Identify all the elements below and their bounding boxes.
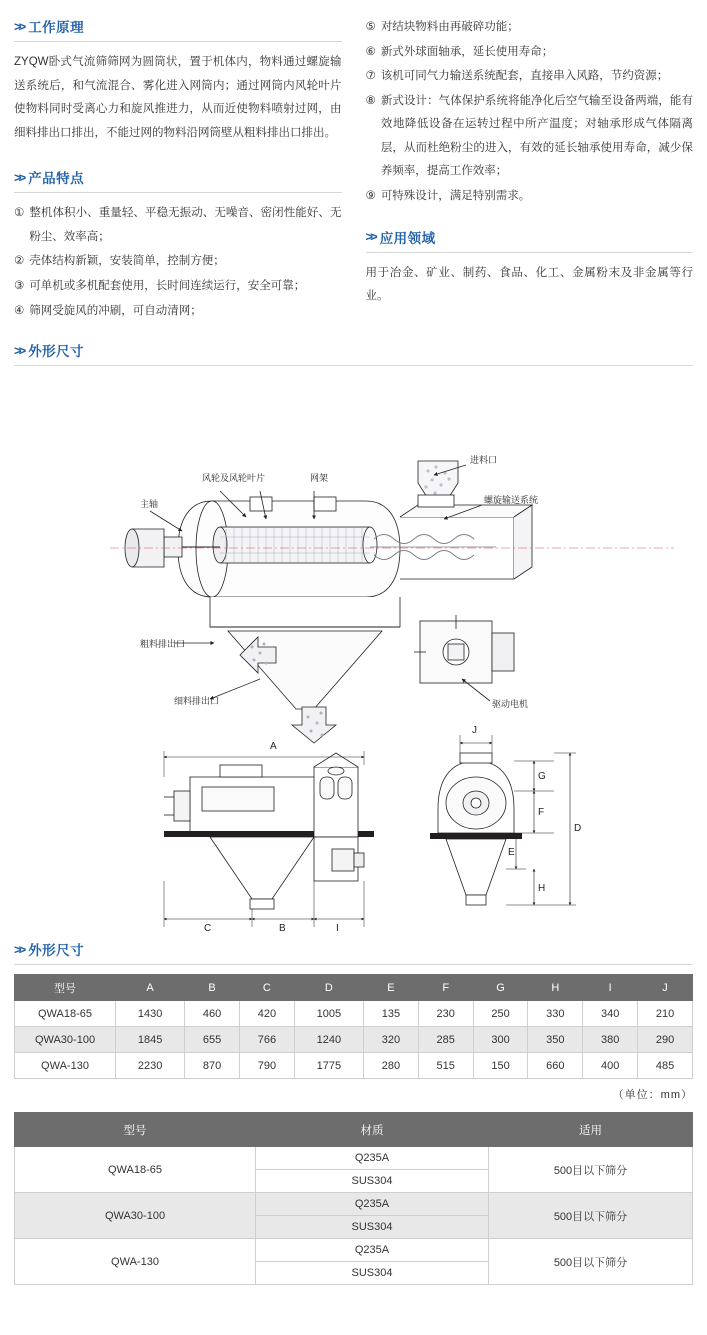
chevron-double-right-icon: >> [365, 229, 375, 244]
col-header-h: H [528, 975, 583, 1001]
machine-diagram [14, 379, 693, 939]
col-header-model: 型号 [15, 975, 116, 1001]
list-item [14, 250, 342, 274]
section-header-dimensions-diagram [14, 340, 693, 366]
cell-j: 485 [638, 1053, 693, 1079]
col-header-c: C [240, 975, 295, 1001]
principle-paragraph: ZYQW卧式气流筛筛网为圆筒状，置于机体内，物料通过螺旋输送系统后，和气流混合、雾化进入网筒内；通过网筒内风轮叶片使物料同时受离心力和旋风推进力，从而近使物料喷射过网，由细料排出口排出，不能过网的物料沿网筒壁从粗料排出口排出。 [14, 56, 342, 139]
list-item [366, 41, 694, 65]
list-marker: ④ [14, 304, 25, 317]
list-item [366, 185, 694, 209]
dim-label-A: A [270, 741, 277, 753]
table-row [15, 1027, 693, 1053]
cell-material: SUS304 [256, 1216, 489, 1239]
unit-note: （单位：mm） [612, 1089, 693, 1102]
machine-diagram-wrapper [0, 375, 707, 939]
section-header-application [366, 227, 694, 253]
col-header-j: J [638, 975, 693, 1001]
cell-material: SUS304 [256, 1170, 489, 1193]
cell-material: Q235A [256, 1193, 489, 1216]
list-item [14, 300, 342, 324]
cell-use: 500目以下筛分 [489, 1239, 693, 1285]
section-title-dimensions-diagram: 外形尺寸 [28, 344, 85, 360]
table-row [15, 1001, 693, 1027]
cell-c: 420 [240, 1001, 295, 1027]
list-marker: ⑤ [365, 21, 376, 33]
section-header-principle [14, 16, 342, 42]
table-header-row [15, 975, 693, 1001]
table-row [15, 1193, 693, 1216]
cell-material: Q235A [256, 1147, 489, 1170]
callout-label: 网架 [310, 473, 329, 484]
col-header-f: F [418, 975, 473, 1001]
cell-g: 250 [473, 1001, 528, 1027]
cell-model: QWA18-65 [15, 1147, 256, 1193]
list-text: 对结块物料由再破碎功能； [380, 21, 519, 33]
dim-label-I: I [336, 923, 339, 935]
cell-h: 660 [528, 1053, 583, 1079]
dim-label-B: B [279, 923, 286, 935]
dimensions-table-section [0, 939, 707, 1285]
section-title-principle: 工作原理 [28, 20, 85, 35]
cell-d: 1005 [294, 1001, 363, 1027]
cell-model: QWA30-100 [15, 1193, 256, 1239]
cell-c: 790 [240, 1053, 295, 1079]
list-marker: ⑧ [365, 94, 376, 107]
feature-list-right [366, 16, 694, 209]
callout-label: 螺旋输送系统 [484, 495, 539, 506]
cell-b: 870 [185, 1053, 240, 1079]
callout-label: 风轮及风轮叶片 [202, 473, 266, 484]
cell-b: 655 [185, 1027, 240, 1053]
section-header-dimensions-table [14, 939, 693, 965]
cell-use: 500目以下筛分 [489, 1147, 693, 1193]
bottom-spacer [0, 1285, 707, 1299]
section-title-application: 应用领域 [379, 230, 436, 246]
callout-label: 细料排出口 [174, 696, 220, 707]
list-item [14, 202, 342, 249]
callout-label: 粗料排出口 [140, 639, 186, 650]
dim-label-J: J [472, 725, 477, 737]
cell-h: 350 [528, 1027, 583, 1053]
col-header-e: E [364, 975, 419, 1001]
right-column [366, 16, 694, 324]
list-marker: ⑦ [365, 70, 376, 83]
dim-label-G: G [538, 771, 546, 783]
material-table [14, 1112, 693, 1285]
col-header-b: B [185, 975, 240, 1001]
cell-model: QWA-130 [15, 1053, 116, 1079]
col-header-a: A [116, 975, 185, 1001]
dim-label-F: F [538, 807, 545, 819]
cell-i: 380 [583, 1027, 638, 1053]
dim-label-C: C [204, 923, 212, 935]
cell-e: 280 [364, 1053, 419, 1079]
col-header-material: 材质 [256, 1113, 489, 1147]
list-marker: ③ [14, 279, 25, 292]
cell-a: 1845 [116, 1027, 185, 1053]
section-title-features: 产品特点 [28, 171, 85, 187]
col-header-g: G [473, 975, 528, 1001]
list-item [14, 275, 342, 299]
list-text: 该机可同气力输送系统配套，直接串入风路，节约资源； [380, 70, 669, 83]
cell-d: 1240 [294, 1027, 363, 1053]
col-header-d: D [294, 975, 363, 1001]
cell-f: 230 [418, 1001, 473, 1027]
cell-f: 285 [418, 1027, 473, 1053]
chevron-double-right-icon: >> [14, 18, 24, 34]
list-marker: ⑥ [365, 45, 376, 58]
list-marker: ① [14, 207, 25, 220]
cell-e: 135 [364, 1001, 419, 1027]
application-paragraph: 用于冶金、矿业、制药、食品、化工、金属粉末及非金属等行业。 [365, 266, 693, 303]
cell-material: SUS304 [256, 1262, 489, 1285]
table-header-row [15, 1113, 693, 1147]
cell-f: 515 [418, 1053, 473, 1079]
list-text: 可特殊设计，满足特别需求。 [380, 189, 531, 202]
dim-label-E: E [508, 847, 515, 859]
chevron-double-right-icon: >> [14, 342, 24, 358]
cell-g: 150 [473, 1053, 528, 1079]
chevron-double-right-icon: >> [14, 941, 24, 957]
cell-e: 320 [364, 1027, 419, 1053]
top-columns [0, 0, 707, 324]
table-row [15, 1053, 693, 1079]
table-row [15, 1147, 693, 1170]
cell-g: 300 [473, 1027, 528, 1053]
machine-drawing-svg [14, 379, 693, 939]
cell-i: 400 [583, 1053, 638, 1079]
list-text: 新式设计：气体保护系统将能净化后空气输至设备两端，能有效地降低设备在运转过程中所产温度；对轴承形成气体隔离层，从而杜绝粉尘的进入，有效的延长轴承使用寿命，减少保养频率，提高工作效率； [380, 94, 693, 178]
chevron-double-right-icon: >> [14, 169, 24, 185]
list-item [366, 65, 694, 89]
cell-b: 460 [185, 1001, 240, 1027]
cell-a: 2230 [116, 1053, 185, 1079]
list-marker: ⑨ [365, 189, 376, 202]
cell-j: 210 [638, 1001, 693, 1027]
feature-list-left [14, 202, 342, 323]
list-marker: ② [14, 255, 25, 268]
list-item [366, 16, 694, 40]
list-text: 筛网受旋风的冲刷，可自动清网； [29, 304, 202, 317]
cell-j: 290 [638, 1027, 693, 1053]
dim-label-D: D [574, 823, 582, 835]
cell-c: 766 [240, 1027, 295, 1053]
list-text: 新式外球面轴承，延长使用寿命； [380, 45, 554, 58]
cell-a: 1430 [116, 1001, 185, 1027]
cell-model: QWA18-65 [15, 1001, 116, 1027]
table-row [15, 1239, 693, 1262]
cell-model: QWA-130 [15, 1239, 256, 1285]
cell-material: Q235A [256, 1239, 489, 1262]
cell-h: 330 [528, 1001, 583, 1027]
list-text: 可单机或多机配套使用，长时间连续运行，安全可靠； [29, 279, 306, 292]
dim-label-H: H [538, 883, 546, 895]
list-item [366, 90, 694, 184]
callout-label: 进料口 [470, 455, 498, 466]
cell-i: 340 [583, 1001, 638, 1027]
col-header-use: 适用 [489, 1113, 693, 1147]
dimensions-diagram-section [0, 340, 707, 366]
section-header-features [14, 167, 342, 193]
list-text: 整机体积小、重量轻、平稳无振动、无噪音、密闭性能好、无粉尘、效率高； [29, 207, 342, 243]
section-title-dimensions-table: 外形尺寸 [28, 943, 85, 959]
col-header-i: I [583, 975, 638, 1001]
cell-d: 1775 [294, 1053, 363, 1079]
left-column [14, 16, 342, 324]
callout-label: 主轴 [140, 499, 159, 510]
col-header-model: 型号 [15, 1113, 256, 1147]
cell-use: 500目以下筛分 [489, 1193, 693, 1239]
dimensions-table [14, 974, 693, 1079]
callout-label: 驱动电机 [492, 699, 529, 710]
list-text: 壳体结构新颖，安装简单，控制方便； [29, 255, 225, 268]
cell-model: QWA30-100 [15, 1027, 116, 1053]
